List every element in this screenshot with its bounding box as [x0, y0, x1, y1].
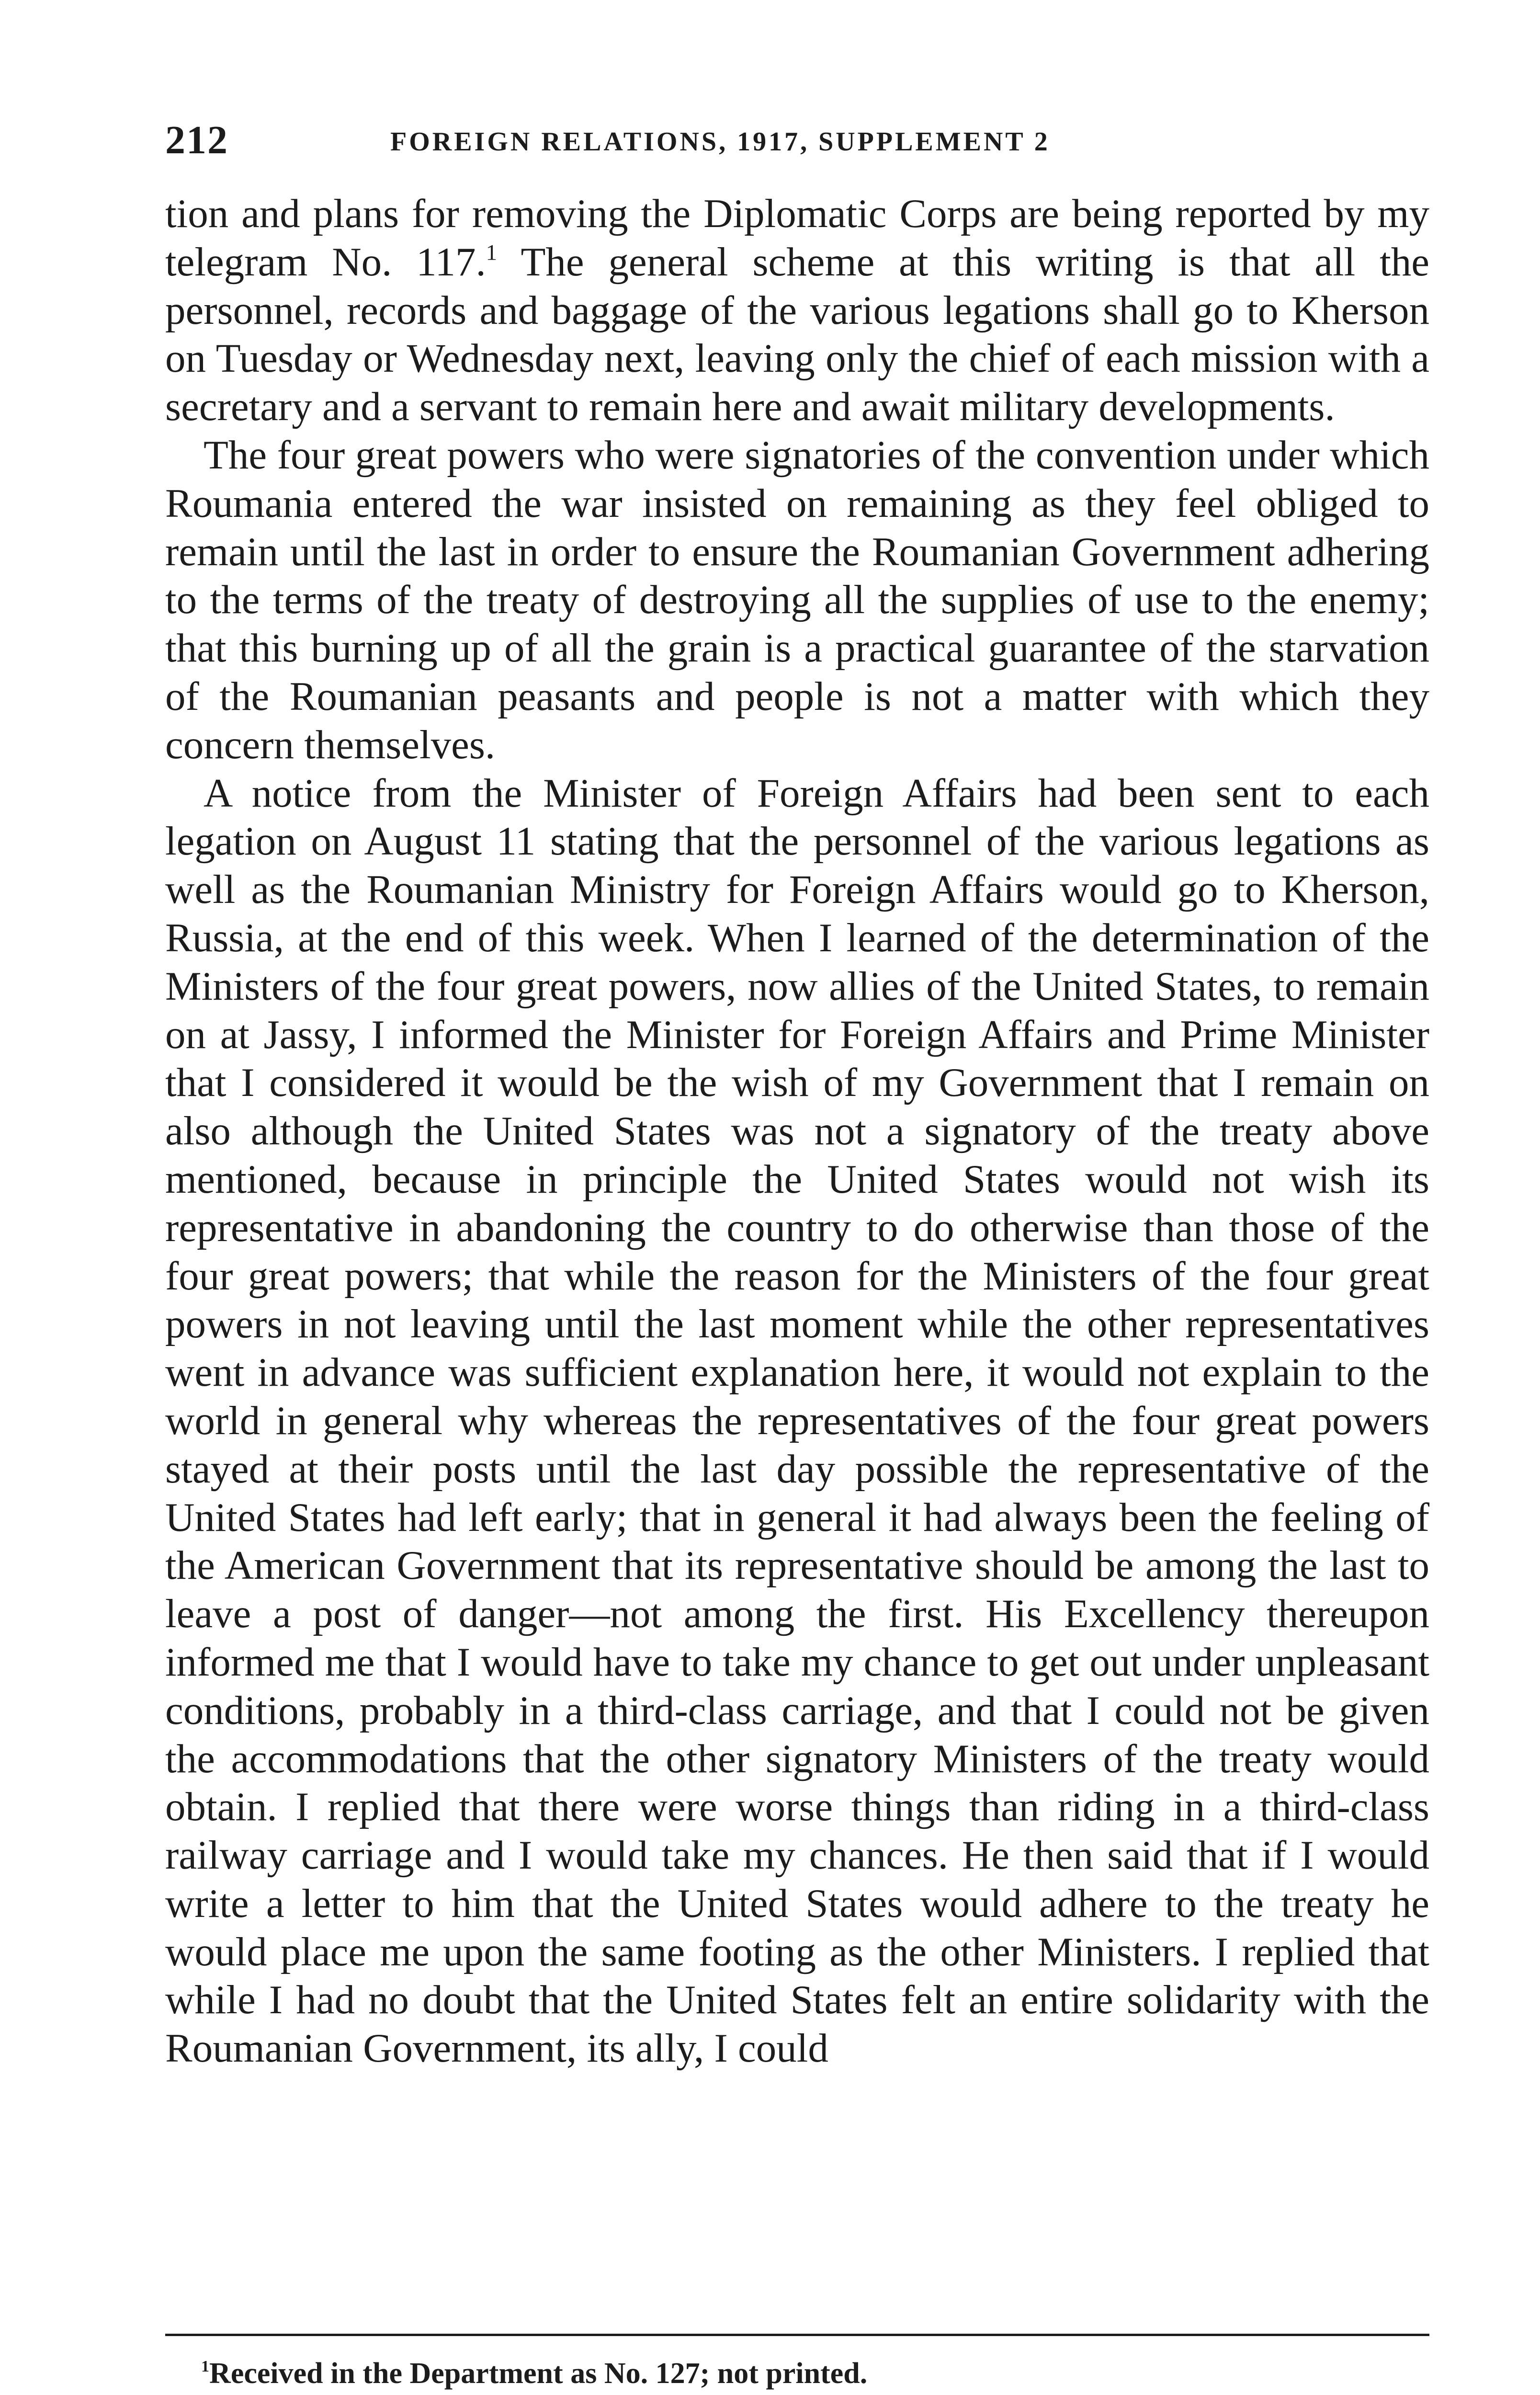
page-number: 212 [165, 118, 228, 162]
paragraph: A notice from the Minister of Foreign Affairs had been sent to each legation on August 11 stating that the personnel of the various legations as well as the Roumanian Ministry for Foreign Affairs would go to Kherson, Russia, at the end of this week. When I learned of the determination of the Ministers of the four great powers, now allies of the United States, to remain on at Jassy, I informed the Minister for Foreign Affairs and Prime Minister that I considered it would be the wish of my Government that I remain on also although the United States was not a signatory of the treaty above mentioned, because in principle the United States would not wish its representative in abandoning the country to do otherwise than those of the four great powers; that while the reason for the Ministers of the four great powers in not leaving until the last moment while the other representatives went in advance was sufficient explanation here, it would not explain to the world in general why whereas the representatives of the four great powers stayed at their posts until the last day possible the representative of the United States had left early; that in general it had always been the feeling of the American Government that its representative should be among the last to leave a post of danger—not among the first. His Excellency thereupon informed me that I would have to take my chance to get out under unpleasant conditions, probably in a third-class carriage, and that I could not be given the accommodations that the other signatory Ministers of the treaty would obtain. I replied that there were worse things than riding in a third-class railway carriage and I would take my chances. He then said that if I would write a letter to him that the United States would adhere to the treaty he would place me upon the same footing as the other Ministers. I replied that while I had no doubt that the United States felt an entire solidarity with the Roumanian Government, its ally, I could [165, 770, 1429, 2071]
footnote-marker: 1 [201, 2358, 210, 2376]
body-text [165, 190, 1429, 2073]
paragraph: The four great powers who were signatories of the convention under which Roumania entered the war insisted on remaining as they feel obliged to remain until the last in order to ensure the Roumanian Government adhering to the terms of the treaty of destroying all the supplies of use to the enemy; that this burning up of all the grain is a practical guarantee of the starvation of the Roumanian peasants and people is not a matter with which they concern themselves. [165, 432, 1429, 767]
footnote-reference: 1 [486, 240, 498, 265]
paragraph-continuation [165, 190, 1429, 431]
running-title: FOREIGN RELATIONS, 1917, SUPPLEMENT 2 [390, 127, 1050, 157]
paragraph-text-before-ref: tion and plans for removing the Diplomatic Corps are being reported by my telegram No. 117. [165, 191, 1429, 285]
running-header [165, 114, 1429, 167]
footnote-divider [165, 2334, 1429, 2336]
footnote-text: Received in the Department as No. 127; not printed. [209, 2357, 868, 2390]
footnote [201, 2349, 1398, 2395]
paragraph-text-after-ref: The general scheme at this writing is that all the personnel, records and baggage of the various legations shall go to Kherson on Tuesday or Wednesday next, leaving only the chief of each mission with a secretary and a servant to remain here and await military developments. [165, 239, 1429, 430]
